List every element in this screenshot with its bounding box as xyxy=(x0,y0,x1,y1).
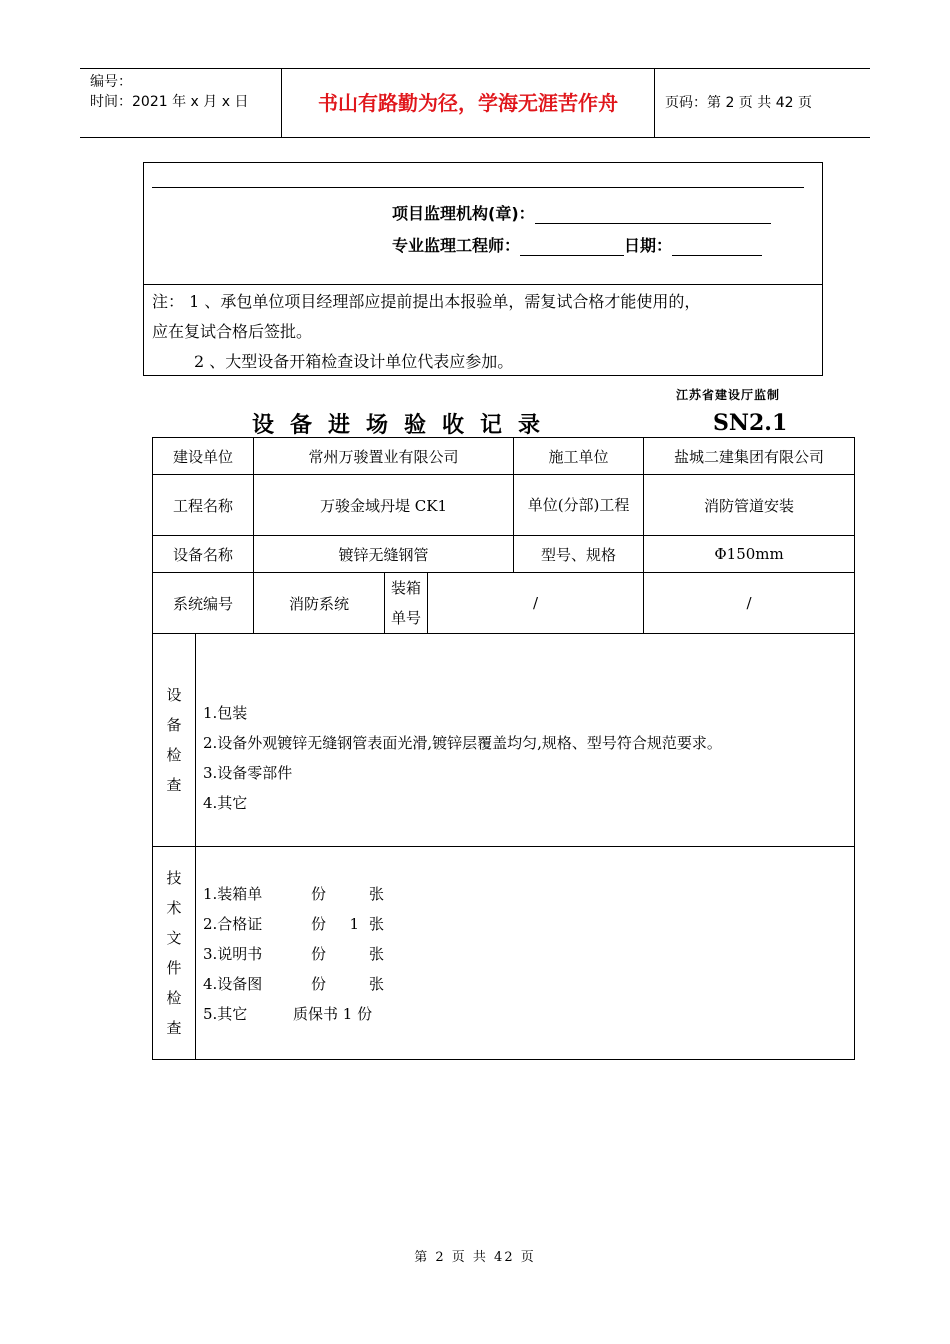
construct-unit-label: 施工单位 xyxy=(514,438,644,475)
table-row xyxy=(153,536,855,573)
date-blank xyxy=(672,255,762,256)
doc-copies: 份 xyxy=(311,915,327,933)
time-label: 时间：2021 年 x 月 x 日 xyxy=(90,94,249,110)
sub-project-label: 单位(分部)工程 xyxy=(514,475,644,536)
list-item xyxy=(203,999,854,1029)
page-info: 页码：第 2 页 共 42 页 xyxy=(665,95,812,111)
engineer-blank xyxy=(520,255,624,256)
equipment-name-label: 设备名称 xyxy=(153,536,254,573)
table-row xyxy=(153,573,855,634)
project-name-value: 万骏金域丹堤 CK1 xyxy=(254,475,514,536)
doc-sheets: 张 xyxy=(369,945,385,963)
doc-copies: 份 xyxy=(311,945,327,963)
packing-no-value-1 xyxy=(428,573,644,634)
list-item: 3.设备零部件 xyxy=(203,764,293,782)
doc-count: 1 xyxy=(349,915,359,933)
list-item xyxy=(203,879,854,909)
doc-name: 1.装箱单 xyxy=(203,885,263,903)
org-label: 项目监理机构(章)： xyxy=(392,204,535,223)
engineer-label: 专业监理工程师： xyxy=(392,236,521,255)
table-row xyxy=(153,847,855,1060)
issuer-label: 江苏省建设厅监制 xyxy=(676,388,781,402)
packing-no-value-2: / xyxy=(644,573,855,634)
tech-doc-list xyxy=(196,847,855,1060)
doc-sheets: 张 xyxy=(369,915,385,933)
tech-doc-check-label: 技 术 文 件 检 查 xyxy=(153,847,196,1060)
system-no-label: 系统编号 xyxy=(153,573,254,634)
equipment-check-label: 设 备 检 查 xyxy=(153,634,196,847)
form-code: SN2.1 xyxy=(713,410,788,436)
list-item: 1.包装 xyxy=(203,704,248,722)
build-unit-label: 建设单位 xyxy=(153,438,254,475)
model-spec-value: Φ150mm xyxy=(644,536,855,573)
doc-name: 4.设备图 xyxy=(203,975,263,993)
org-blank xyxy=(535,223,771,224)
list-item xyxy=(203,939,854,969)
form-title: 设备进场验收记录 xyxy=(252,413,557,438)
list-item: 4.其它 xyxy=(203,794,248,812)
motto: 书山有路勤为径，学海无涯苦作舟 xyxy=(282,69,655,137)
doc-copies: 份 xyxy=(311,975,327,993)
divider xyxy=(144,284,822,285)
sub-project-value: 消防管道安装 xyxy=(644,475,855,536)
table-row xyxy=(153,475,855,536)
divider xyxy=(152,187,804,188)
org-row xyxy=(392,201,771,224)
list-item: 2.设备外观镀锌无缝钢管表面光滑,镀锌层覆盖均匀,规格、型号符合规范要求。 xyxy=(203,734,722,752)
doc-copies: 份 xyxy=(311,885,327,903)
note-1b: 应在复试合格后签批。 xyxy=(152,322,313,341)
list-item xyxy=(203,909,854,939)
acceptance-table xyxy=(152,437,854,1060)
doc-name: 2.合格证 xyxy=(203,915,263,933)
packing-no-1: / xyxy=(533,594,539,612)
system-no-value: 消防系统 xyxy=(254,573,385,634)
project-name-label: 工程名称 xyxy=(153,475,254,536)
signature-box xyxy=(143,162,823,376)
number-label: 编号： xyxy=(90,74,132,90)
page-header xyxy=(80,68,870,138)
packing-no-label: 装箱单号 xyxy=(385,573,428,634)
equipment-name-value: 镀锌无缝钢管 xyxy=(254,536,514,573)
build-unit-value: 常州万骏置业有限公司 xyxy=(254,438,514,475)
list-item xyxy=(203,969,854,999)
header-meta xyxy=(80,69,282,137)
date-label: 日期： xyxy=(624,236,673,255)
equipment-check-list xyxy=(196,634,855,847)
model-spec-label: 型号、规格 xyxy=(514,536,644,573)
doc-name: 3.说明书 xyxy=(203,945,263,963)
note-1: 注： 1 、承包单位项目经理部应提前提出本报验单，需复试合格才能使用的， xyxy=(152,292,701,311)
note-2: 2 、大型设备开箱检查设计单位代表应参加。 xyxy=(194,352,514,371)
engineer-row xyxy=(392,233,762,256)
doc-sheets: 张 xyxy=(369,885,385,903)
table-row xyxy=(153,438,855,475)
page-footer: 第 2 页 共 42 页 xyxy=(414,1250,536,1265)
doc-copies: 质保书 1 份 xyxy=(293,1005,373,1023)
doc-sheets: 张 xyxy=(369,975,385,993)
doc-name: 5.其它 xyxy=(203,1005,248,1023)
construct-unit-value: 盐城二建集团有限公司 xyxy=(644,438,855,475)
table-row xyxy=(153,634,855,847)
